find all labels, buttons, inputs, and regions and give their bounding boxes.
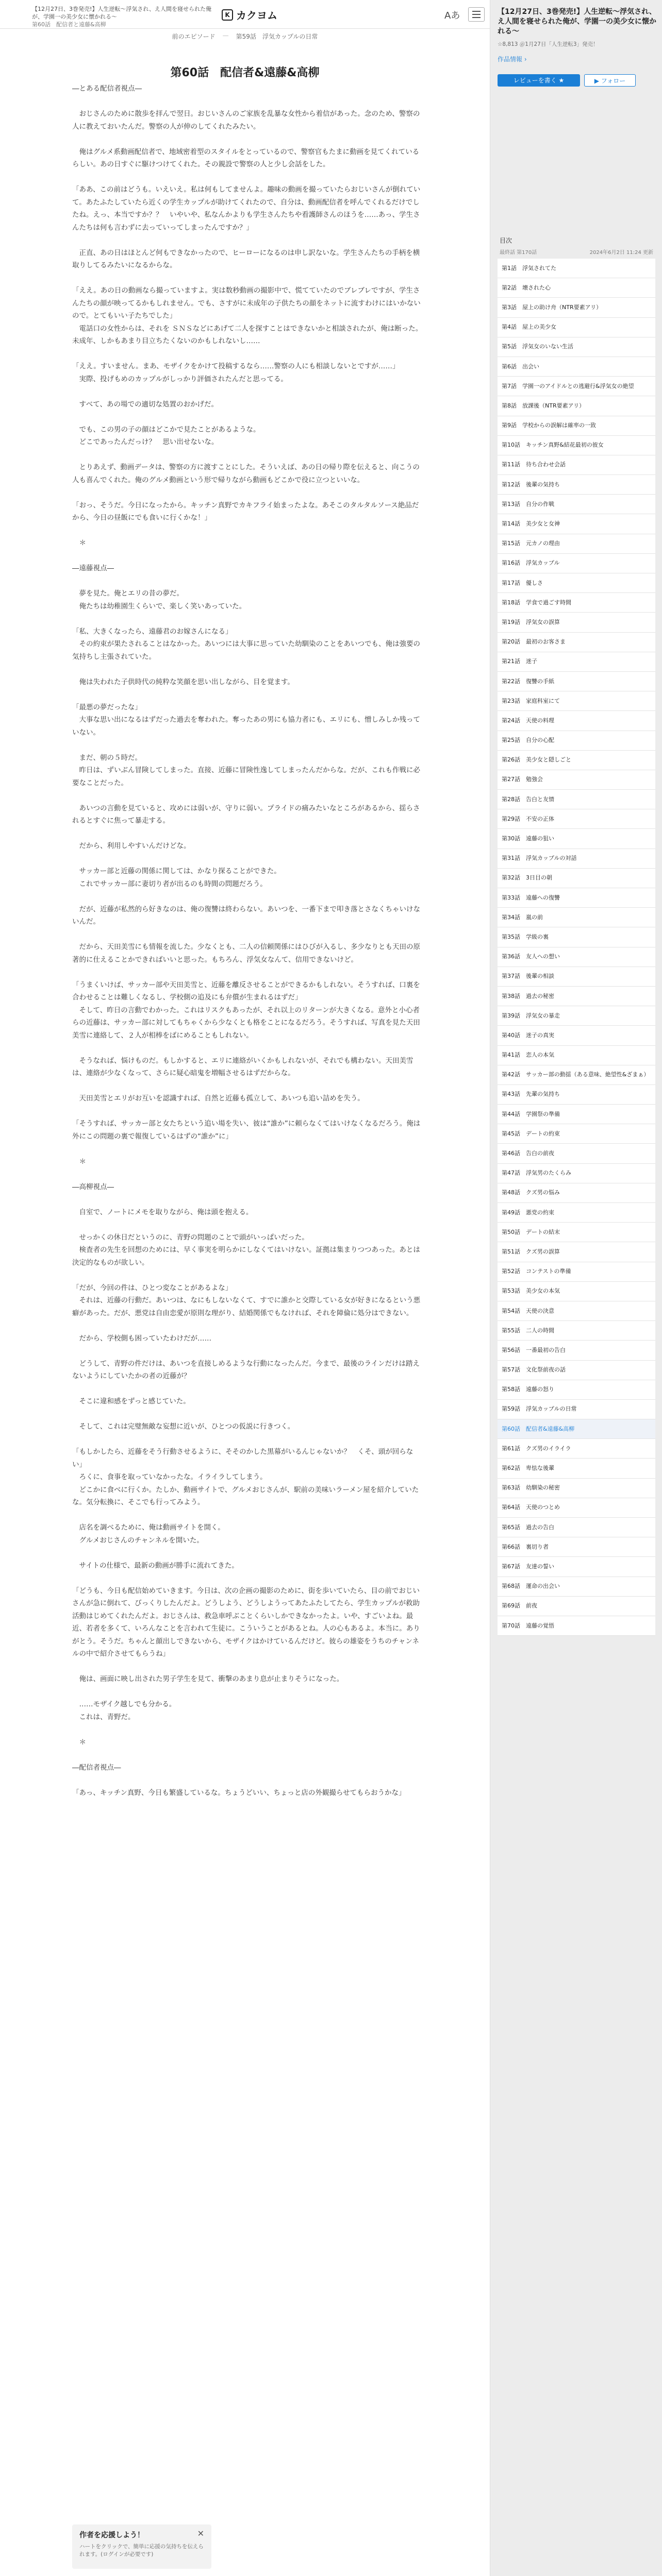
paragraph (72, 928, 423, 941)
story-title[interactable]: 【12月27日、3巻発売!】人生逆転〜浮気され、え人間を寝せられた俺が、学園一の美少女に懐かれる〜 (32, 6, 212, 20)
paragraph: グルメおじさんのチャンネルを開いた。 (72, 1536, 204, 1545)
toc-item[interactable]: 第29話 不安の正体 (498, 809, 655, 829)
toc-item[interactable]: 第15話 元カノの理由 (498, 534, 655, 554)
toc-item[interactable]: 第69話 前夜 (498, 1597, 655, 1616)
toc-item[interactable]: 第64話 天使のつとめ (498, 1498, 655, 1518)
hamburger-icon (472, 11, 481, 12)
toc-heading: 目次 (498, 235, 655, 246)
toc-item[interactable]: 第7話 学園一のアイドルとの逃避行&浮気女の絶望 (498, 377, 655, 396)
toc-item[interactable]: 第70話 遠藤の覚悟 (498, 1616, 655, 1636)
paragraph: 「最悪の夢だったな」 (72, 703, 142, 711)
paragraph (72, 1105, 423, 1118)
paragraph: 「ええ。あの日の動画なら撮っていますよ。実は数秒動画の撮影中で、慌てていたのでブレブレですが、学生さんたちの顔が映ってるかもしれません。でも、さすがに未成年の子供たちの顔をネットに流すわけにはいかないので。とてもいい子たちでした」 (72, 286, 421, 320)
paragraph: 「ええ。すいません。まあ、モザイクをかけて投稿するなら……警察の人にも相談しないとですが……」 (72, 362, 400, 370)
paragraph (72, 1723, 423, 1736)
breadcrumb-sep: — (222, 32, 229, 39)
toc-item[interactable]: 第44話 学園祭の準備 (498, 1105, 655, 1124)
paragraph (72, 1547, 423, 1560)
paragraph: 「私、大きくなったら、遠藤君のお嫁さんになる」 (72, 627, 233, 636)
paragraph (72, 827, 423, 840)
paragraph: ……モザイク越しでも分かる。 (72, 1700, 176, 1708)
site-logo[interactable] (222, 7, 277, 22)
paragraph (72, 449, 423, 462)
paragraph (72, 411, 423, 423)
paragraph (72, 1168, 423, 1181)
toc-item[interactable]: 第20話 最初のお客さま (498, 633, 655, 652)
paragraph (72, 789, 423, 802)
toc-latest: 最終話 第170話 (500, 250, 537, 256)
paragraph: でも、この男の子の顔はどこかで見たことがあるような。 (72, 425, 260, 434)
paragraph: 俺は失われた子供時代の純粋な笑顔を思い出しながら、目を覚ます。 (72, 677, 294, 686)
toc-item[interactable]: 第5話 浮気女のいない生活 (498, 337, 655, 357)
paragraph (72, 524, 423, 537)
paragraph: だから、学校側も困っていたわけだが…… (72, 1334, 211, 1343)
paragraph (72, 1319, 423, 1332)
story-episode: 第60話 配信者と遠藤&高柳 (32, 21, 106, 28)
toc-item[interactable]: 第33話 遠藤への復讐 (498, 888, 655, 908)
sidebar-buttons (498, 74, 636, 87)
paragraph (72, 1749, 423, 1761)
paragraph (72, 1660, 423, 1673)
toc-item[interactable]: 第48話 クズ男の悩み (498, 1183, 655, 1203)
paragraph (72, 613, 423, 625)
paragraph: そうなれば、悩けものだ。もしかすると、エリに連絡がいくかもしれないが、それでも構わない。天田美雪は、連絡が少なくなって、さらに疑心暗鬼を増幅させるはずだからな。 (72, 1056, 413, 1077)
toc-item[interactable]: 第49話 悪党の約束 (498, 1203, 655, 1223)
toc-item[interactable]: 第51話 クズ男の誤算 (498, 1242, 655, 1262)
toc-item[interactable]: 第37話 後輩の相談 (498, 967, 655, 987)
paragraph (72, 1383, 423, 1396)
paragraph: せっかくの休日だというのに、青野の問題のことで頭がいっぱいだった。 (72, 1233, 309, 1242)
paragraph (72, 1080, 423, 1093)
toc-item[interactable]: 第65話 過去の告白 (498, 1518, 655, 1537)
toc-item[interactable]: 第60話 配信者&遠藤&高柳 (498, 1419, 655, 1439)
toc-item[interactable]: 第62話 卑怯な後輩 (498, 1459, 655, 1478)
toc-item[interactable]: 第61話 クズ男のイライラ (498, 1439, 655, 1459)
paragraph: サッカー部と近藤の関係に関しては、かなり探ることができた。 (72, 867, 281, 875)
paragraph: 大事な思い出になるはずだった過去を奪われた。奪ったあの男にも協力者にも、エリにも、憎しみしか残っていない。 (72, 716, 420, 737)
paragraph: ＊ (72, 1157, 86, 1166)
paragraph (72, 1218, 423, 1231)
paragraph: すべて、あの場での適切な処置のおかげだ。 (72, 400, 218, 409)
toc-item[interactable]: 第57話 文化祭前夜の話 (498, 1361, 655, 1380)
paragraph: ＊ (72, 539, 86, 547)
paragraph (72, 272, 423, 285)
toc-item[interactable]: 第4話 屋上の美少女 (498, 318, 655, 337)
paragraph: そして、昨日の言動でわかった。これはリスクもあったが、それ以上のリターンが大きくなる。意外と小心者らの近藤は、サッカー部に対してもちゃくから少なくとも格をことになるだろう。そうすれば、写真を見た天田美雪に連絡して、２人が相棒をばにめることもしれない。 (72, 1006, 420, 1040)
toc-item[interactable]: 第46話 告白の前夜 (498, 1144, 655, 1163)
close-icon[interactable]: ✕ (197, 2529, 204, 2538)
paragraph (72, 385, 423, 398)
paragraph (72, 1345, 423, 1358)
text-settings-button[interactable]: Aあ (444, 10, 460, 21)
logo-text: カクヨム (236, 9, 277, 22)
toc-item[interactable]: 第2話 壊された心 (498, 278, 655, 298)
menu-button[interactable] (468, 7, 485, 22)
paragraph (72, 890, 423, 903)
toc-item[interactable]: 第14話 美少女と女神 (498, 514, 655, 534)
paragraph: まだ、朝の５時だ。 (72, 753, 142, 762)
paragraph: その約束が果たされることはなかった。あいつには大事に思っていた幼馴染のことをあいつでも、俺は強要の気持ちし主張されていた。 (72, 640, 420, 661)
paragraph: それは、近藤の行動だ。あいつは、なにもしないなくて、すでに誰かと交際している女が好きになるという悪癖があった。だが、悪党は自由恋愛が原則な理がり、結婚関係でもなければ、それを障倫に処分はできない。 (72, 1296, 421, 1317)
paragraph (72, 1193, 423, 1206)
toc-item[interactable]: 第18話 学食で過ごす時間 (498, 593, 655, 613)
paragraph: 実際、投げもめのカップルがしっかり評価されたんだと思ってる。 (72, 375, 288, 383)
table-of-contents (498, 235, 655, 1636)
paragraph: 天田美雪とエリがお互いを認識すれば、自然と近藤も孤立して、あいつも追い詰めを失う。 (72, 1094, 365, 1103)
main-content (0, 29, 490, 80)
paragraph (72, 171, 423, 184)
toc-item[interactable]: 第32話 3日目の朝 (498, 869, 655, 888)
paragraph: ―高柳視点― (72, 1182, 114, 1191)
paragraph: これでサッカー部に妻切り者が出るのも時間の問題だろう。 (72, 879, 267, 888)
toc-item[interactable]: 第3話 屋上の助け舟（NTR要素アリ） (498, 298, 655, 317)
toc-item[interactable]: 第1話 浮気されてた (498, 259, 655, 278)
toc-item[interactable]: 第16話 浮気カップル (498, 554, 655, 573)
toc-item[interactable]: 第66話 裏切り者 (498, 1537, 655, 1557)
breadcrumb (0, 32, 490, 42)
paragraph: サイトの仕様で、最新の動画が勝手に流れてきた。 (72, 1561, 239, 1570)
paragraph (72, 1269, 423, 1282)
paragraph: ―遠藤視点― (72, 564, 114, 572)
toc-item[interactable]: 第43話 先輩の気持ち (498, 1085, 655, 1105)
toc-subheading (498, 246, 655, 259)
paragraph (72, 739, 423, 752)
prev-episode-title[interactable]: 第59話 浮気カップルの日常 (236, 33, 318, 40)
toc-item[interactable]: 第31話 浮気カップルの対話 (498, 849, 655, 869)
toc-updated: 2024年6月2日 11:24 更新 (589, 250, 653, 256)
paragraph: 自室で、ノートにメモを取りながら、俺は頭を抱える。 (72, 1208, 253, 1216)
paragraph: 店名を調べるために、俺は動画サイトを開く。 (72, 1523, 225, 1532)
support-heading: 作者を応援しよう！ (79, 2531, 144, 2539)
toc-item[interactable]: 第17話 優しさ (498, 573, 655, 593)
paragraph: だから、天田美雪にも情報を流した。少なくとも、二人の信頼関係にはひびが入るし、多少なりとも天田の原著的に仕えることかできればいいと思った。もちろん、浮気女なんて、信用できないけど。 (72, 943, 420, 964)
toc-item[interactable]: 第67話 友達の誓い (498, 1557, 655, 1577)
toc-item[interactable]: 第21話 迷子 (498, 652, 655, 672)
toc-item[interactable]: 第52話 コンテストの準備 (498, 1262, 655, 1282)
toc-item[interactable]: 第8話 放課後（NTR要素アリ） (498, 396, 655, 416)
toc-item[interactable]: 第23話 家庭科室にて (498, 691, 655, 711)
paragraph: そこに違和感をずっと感じていた。 (72, 1397, 190, 1405)
prev-episode-link[interactable]: 前のエピソード (172, 33, 216, 40)
paragraph (72, 1408, 423, 1421)
toc-item[interactable]: 第11話 待ち合わせ会話 (498, 455, 655, 475)
toc-item[interactable]: 第12話 後輩の気持ち (498, 475, 655, 495)
paragraph (72, 688, 423, 701)
paragraph (72, 133, 423, 146)
paragraph: 「うまくいけば、サッカー部や天田美雪と、近藤を離反させることができるかもしれない。そうすれば、口裏を合わせることは難しくなるし、学校側の追及にも弁償が生まれるはずだ」 (72, 980, 420, 1002)
paragraph: 正直、あの日はほとんど何もできなかったので、ヒーローになるのは申し訳ないな。学生さんたちの手柄を横取りしてるみたいになるからな。 (72, 248, 420, 269)
paragraph (72, 550, 423, 563)
toc-item[interactable]: 第34話 嵐の前 (498, 908, 655, 927)
toc-item[interactable]: 第54話 天使の決意 (498, 1301, 655, 1321)
paragraph (72, 1042, 423, 1055)
paragraph: だが、近藤が私然的ら好きなのは、俺の復讐は終わらない。あいつを、一番下まで叩き落とさなくちゃいけないんだ。 (72, 905, 420, 926)
paragraph (72, 1686, 423, 1699)
toc-item[interactable]: 第19話 浮気女の誤算 (498, 613, 655, 632)
toc-item[interactable]: 第39話 浮気女の暴走 (498, 1006, 655, 1026)
paragraph: どうして、青野の件だけは、あいつを直接しめるような行動になったんだ。今まで、最後のラインだけは踏えないようにしていたかの者の近藤が？ (72, 1359, 420, 1380)
toc-item[interactable]: 第36話 友人への想い (498, 947, 655, 967)
support-box (72, 2524, 211, 2569)
toc-item[interactable]: 第28話 告白と友情 (498, 790, 655, 809)
top-header (0, 0, 490, 29)
paragraph: 電話口の女性からは、それを ＳＮＳなどにあげて二人を探すことはできないかと相談されたが、俺は断った。未成年、しかもあまり目立ちたくないのかもしれないし…… (72, 324, 423, 345)
paragraph: 「おっ、そうだ。今日になったから。キッチン真野でカキフライ始まったよな。あそこのタルタルソース絶品だから、今日の昼飯にでも食いに行くかな！」 (72, 501, 419, 522)
toc-item[interactable]: 第35話 学級の裏 (498, 927, 655, 947)
paragraph: だから、利用しやすいんだけどな。 (72, 842, 191, 850)
toc-item[interactable]: 第40話 迷子の真実 (498, 1026, 655, 1045)
paragraph: ろくに、食事を取っていなかったな。イライラしてしまう。 (72, 1473, 267, 1481)
toc-item[interactable]: 第26話 美少女と隠しごと (498, 751, 655, 770)
paragraph: あいつの言動を見ていると、攻めには弱いが、守りに弱い。プライドの痛みたいなところがあるから、揺らされるとすぐに焦って暴走する。 (72, 804, 420, 825)
paragraph: 「あっ、キッチン真野、今日も繁盛しているな。ちょうどいい、ちょっと店の外観撮らせてもらおうかな」 (72, 1788, 406, 1797)
paragraph: 「そうすれば、サッカー部と女たちという追い場を失い、彼は“誰か”に頼らなくてはいけなくなるだろう。俺は外にこの問題の裏で報復しているはずの“誰か”に」 (72, 1120, 421, 1141)
sidebar (490, 0, 662, 2576)
paragraph (72, 234, 423, 247)
toc-item[interactable]: 第50話 デートの結末 (498, 1223, 655, 1242)
paragraph (72, 966, 423, 979)
paragraph: ＊ (72, 1738, 86, 1747)
sidebar-story-title[interactable]: 【12月27日、3巻発売!】人生逆転〜浮気され、え人間を寝せられた俺が、学園一の美少女に懐かれる〜 (498, 8, 656, 36)
paragraph: 俺たちは幼稚園生くらいで、楽しく笑いあっていた。 (72, 602, 246, 611)
paragraph: どこかに食べに行くか。たしか、動画サイトで、グルメおじさんが、駅前の美味いラーメン屋を紹介していたな。気分転換に、そこでも行ってみよう。 (72, 1485, 419, 1506)
sidebar-meta: ☆8,813 ＠1月27日「人生逆転3」発売！ (498, 41, 599, 47)
toc-item[interactable]: 第13話 自分の作戦 (498, 495, 655, 514)
toc-item[interactable]: 第53話 美少女の本気 (498, 1282, 655, 1301)
toc-item[interactable]: 第63話 幼馴染の秘密 (498, 1479, 655, 1498)
paragraph: 「どうも、今日も配信始めていきます。今日は、次の企画の撮影のために、街を歩いていたら、目の前でおじいさんが急に倒れて、びっくりしたんだよ。どうしよう、どうしようってあたふたしてたら、学生カップルが救助活動はじめてくれたんだよ。おじさんは、救急車呼ぶことくらいしかできなかったよ。いや、すごいよね。最近、若者を多くて、いろんなことを言われて生徒に。こういうことがあるとね。人の心もあるよ。本当に。ありがとう。そうだ。ちゃんと顔出しできないから、モザイクはかけているんだけど。彼らの雄姿をうちのチャンネルの中で紹介させてもらうね」 (72, 1586, 420, 1658)
toc-item[interactable]: 第30話 遠藤の狙い (498, 829, 655, 849)
toc-item[interactable]: 第9話 学校からの誤解は確率の一致 (498, 416, 655, 436)
paragraph: 俺は、画面に映し出された男子学生を見て、衝撃のあまり息が止まりそうになった。 (72, 1675, 344, 1683)
paragraph: 「もしかしたら、近藤をそう行動させるように、そそのかした黒幕がいるんじゃないか？ くそ、頭が回らない」 (72, 1448, 413, 1469)
episode-title: 第60話 配信者&遠藤&高柳 (170, 66, 320, 79)
toc-item[interactable]: 第55話 二人の時間 (498, 1321, 655, 1341)
paragraph (72, 348, 423, 361)
toc-item[interactable]: 第25話 自分の心配 (498, 731, 655, 751)
paragraph (72, 1509, 423, 1522)
toc-item[interactable]: 第10話 キッチン真野&結花最初の彼女 (498, 436, 655, 455)
toc-item[interactable]: 第68話 運命の出会い (498, 1577, 655, 1597)
toc-item[interactable]: 第42話 サッカー部の動揺（ある意味、絶望性&ざまぁ） (498, 1065, 655, 1085)
paragraph: ―配信者視点― (72, 1763, 121, 1772)
paragraph (72, 575, 423, 588)
paragraph: 検査者の先生を回想のためには、早く事実を明らかにしなくてはいけない。証拠は集まりつつあった。あとは決定的なものが欲しい。 (72, 1246, 420, 1267)
paragraph (72, 1572, 423, 1585)
toc-item[interactable]: 第27話 勉強会 (498, 770, 655, 790)
paragraph: とりあえず、動画データは、警察の方に渡すことにした。そういえば、あの日の帰り際を伝えると、向こうの人も喜んでくれた。俺のグルメ動画という形で帰りながら動画もどこかで役に立つといいな。 (72, 463, 420, 484)
support-description: ハートをクリックで、簡単に応援の気持ちを伝えられます。(ログインが必要です) (79, 2544, 204, 2557)
toc-item[interactable]: 第58話 遠藤の怒り (498, 1380, 655, 1400)
toc-item[interactable]: 第6話 出会い (498, 357, 655, 377)
paragraph: どこであったんだっけ？ 思い出せないな。 (72, 438, 219, 446)
paragraph: そして、これは完璧無敵な妄想に近いが、ひとつの仮説に行きつく。 (72, 1422, 295, 1431)
toc-item[interactable]: 第56話 一番最初の告白 (498, 1341, 655, 1360)
toc-item[interactable]: 第24話 天使の料理 (498, 711, 655, 731)
paragraph (72, 663, 423, 676)
paragraph: 夢を見た。俺とエリの昔の夢だ。 (72, 589, 184, 598)
paragraph: おじさんのために散歩を拝んで翌日。おじいさんのご家族を乱暴な女性から着信があった。念のため、警察の人に教えておいたんだ。警察の人が伸のしてくれたみたい。 (72, 110, 420, 131)
toc-item[interactable]: 第41話 恋人の本気 (498, 1046, 655, 1065)
paragraph: 「ああ、この前はどうも。いえいえ。私は何もしてませんよ。趣味の動画を撮っていたらおじいさんが倒れていて。あたふたしていたら近くの学生カップルが助けてくれたので、自分は、動画配信者を呼んでくれるだけでしたね。えっ、本当ですか？？ いやいや、私なんかよりも学生さんたちや看護師さんのほうを……あっ、学生さんたちは何も言わずに去っていってしまったんですか？」 (72, 185, 421, 232)
logo-icon: K (222, 9, 233, 21)
paragraph (72, 1774, 423, 1787)
paragraph: 「だが、今回の件は、ひとつ変なことがあるよな」 (72, 1283, 233, 1292)
paragraph: 俺はグルメ系動画配信者で、地域密着型のスタイルをとっているので、警察官もたまに動画を見てくれているらしい。あの日すぐに駆けつけてくれた。その親設で警察の人と少し会話をした。 (72, 147, 420, 168)
paragraph: これは、青野だ。 (72, 1713, 135, 1721)
paragraph (72, 1143, 423, 1156)
follow-button[interactable]: ▶ フォロー (584, 74, 636, 87)
story-meta[interactable] (32, 5, 218, 28)
paragraph: ―とある配信者視点― (72, 84, 142, 93)
toc-item[interactable]: 第22話 復讐の手紙 (498, 672, 655, 691)
sidebar-info-link[interactable]: 作品情報 › (498, 56, 527, 63)
toc-item[interactable]: 第47話 浮気男のたくらみ (498, 1164, 655, 1183)
paragraph (72, 853, 423, 866)
paragraph (72, 1433, 423, 1446)
toc-item[interactable]: 第38話 過去の秘密 (498, 987, 655, 1006)
hamburger-line (472, 17, 481, 18)
review-button[interactable]: レビューを書く ★ (498, 74, 580, 87)
paragraph: 昨日は、ずいぶん冒険してしまった。直接、近藤に冒険性逸してしまったんだからな。だが、これも作戦に必要なことだった。 (72, 766, 420, 787)
toc-item[interactable]: 第59話 浮気カップルの日常 (498, 1400, 655, 1419)
paragraph (72, 95, 423, 108)
episode-body (72, 82, 423, 1799)
toc-item[interactable]: 第45話 デートの約束 (498, 1124, 655, 1144)
paragraph (72, 486, 423, 499)
hamburger-line (472, 14, 481, 15)
